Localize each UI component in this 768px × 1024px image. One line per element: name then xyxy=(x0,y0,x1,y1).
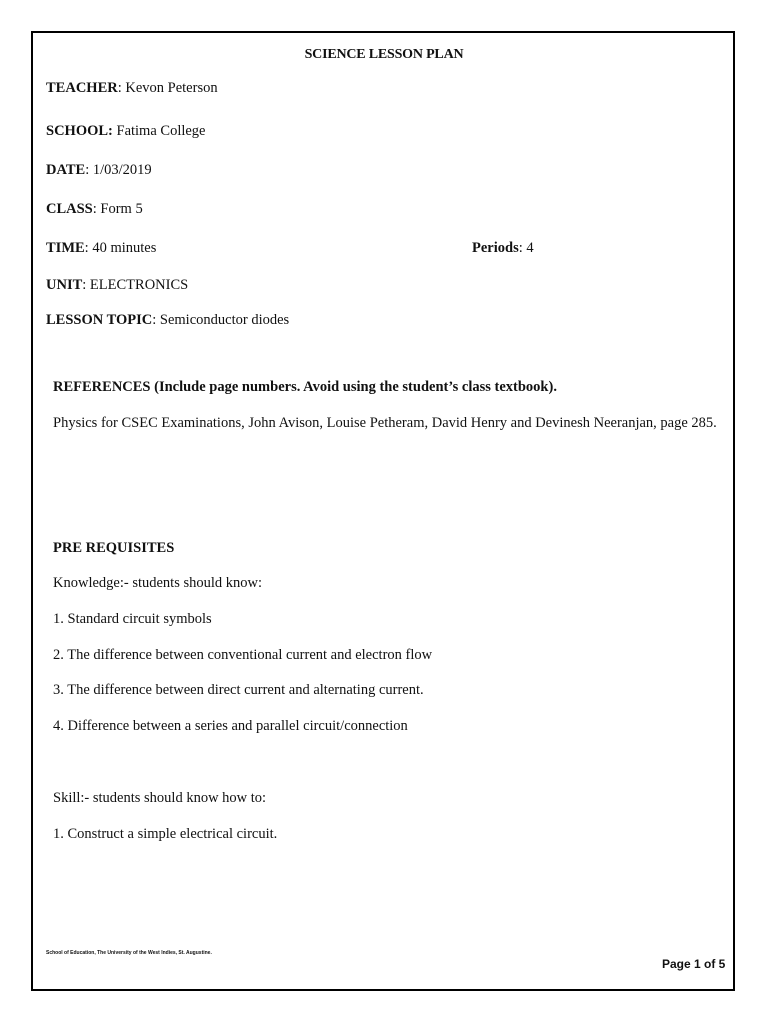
unit-line xyxy=(46,277,188,294)
school-line xyxy=(46,123,206,140)
unit-value: : ELECTRONICS xyxy=(82,277,189,293)
time-line xyxy=(46,240,156,257)
date-label: DATE xyxy=(46,162,86,178)
time-label: TIME xyxy=(46,240,85,256)
class-value: : Form 5 xyxy=(92,201,143,217)
document-title: SCIENCE LESSON PLAN xyxy=(304,47,464,62)
periods-value: : 4 xyxy=(518,240,534,256)
list-item: 1. Construct a simple electrical circuit. xyxy=(53,826,278,842)
footer-institution: School of Education, The University of the West Indies, St. Augustine. xyxy=(46,950,212,956)
teacher-label: TEACHER xyxy=(46,80,118,96)
teacher-value: : Kevon Peterson xyxy=(117,80,218,96)
list-item: 2. The difference between conventional current and electron flow xyxy=(53,647,433,663)
page-number: Page 1 of 5 xyxy=(662,957,726,971)
references-heading: REFERENCES (Include page numbers. Avoid using the student’s class textbook). xyxy=(53,379,557,395)
date-value: : 1/03/2019 xyxy=(85,162,152,178)
teacher-line xyxy=(46,80,218,97)
list-item: 4. Difference between a series and parallel circuit/connection xyxy=(53,718,408,734)
time-value: : 40 minutes xyxy=(84,240,157,256)
lesson-topic-value: : Semiconductor diodes xyxy=(152,312,290,328)
class-line xyxy=(46,201,143,218)
school-label: SCHOOL: xyxy=(46,123,113,139)
prerequisites-heading: PRE REQUISITES xyxy=(53,540,175,556)
list-item: 1. Standard circuit symbols xyxy=(53,611,212,627)
periods-line xyxy=(472,240,534,257)
class-label: CLASS xyxy=(46,201,93,217)
lesson-topic-label: LESSON TOPIC xyxy=(46,312,153,328)
periods-label: Periods xyxy=(472,240,519,256)
school-value: Fatima College xyxy=(112,123,206,139)
list-item: 3. The difference between direct current and alternating current. xyxy=(53,682,424,698)
lesson-topic-line xyxy=(46,312,289,329)
date-line xyxy=(46,162,152,179)
knowledge-intro: Knowledge:- students should know: xyxy=(53,575,263,591)
references-text: Physics for CSEC Examinations, John Avison, Louise Petheram, David Henry and Devinesh Neeranjan, page 285. xyxy=(53,415,717,431)
unit-label: UNIT xyxy=(46,277,83,293)
skill-intro: Skill:- students should know how to: xyxy=(53,790,267,806)
